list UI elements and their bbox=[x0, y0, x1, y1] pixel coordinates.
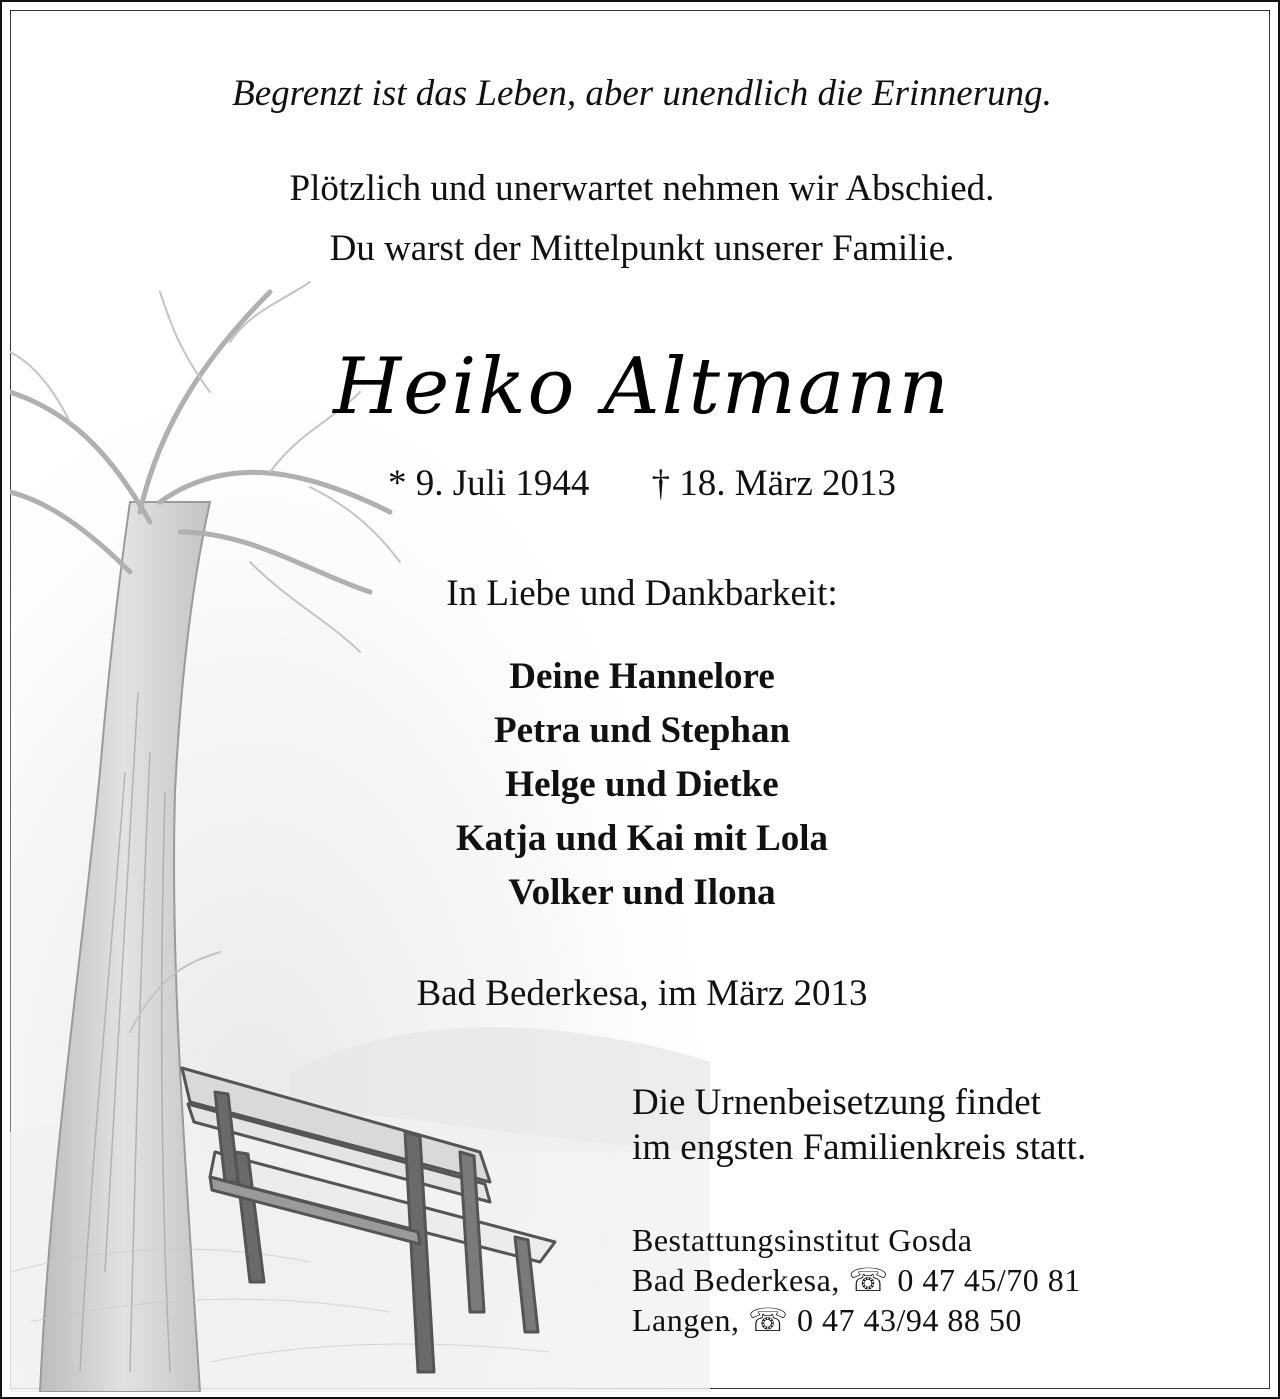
burial-note-line-1: Die Urnenbeisetzung findet bbox=[632, 1082, 1041, 1123]
funeral-home-phone-bad-bederkesa: Bad Bederkesa, ☏ 0 47 45/70 81 bbox=[632, 1262, 1081, 1298]
death-date: † 18. März 2013 bbox=[651, 463, 897, 504]
funeral-home bbox=[632, 1220, 1081, 1340]
mourner: Helge und Dietke bbox=[505, 764, 779, 805]
intro-line-2: Du warst der Mittelpunkt unserer Familie. bbox=[329, 228, 955, 269]
funeral-home-phone-langen: Langen, ☏ 0 47 43/94 88 50 bbox=[632, 1302, 1022, 1338]
burial-note-line-2: im engsten Familienkreis statt. bbox=[632, 1127, 1087, 1168]
deceased-name: Heiko Altmann bbox=[333, 342, 951, 432]
mourner: Katja und Kai mit Lola bbox=[455, 818, 829, 859]
mourner: Deine Hannelore bbox=[509, 656, 775, 697]
mourner: Volker und Ilona bbox=[508, 872, 776, 913]
birth-date: * 9. Juli 1944 bbox=[387, 463, 590, 504]
place-and-date: Bad Bederkesa, im März 2013 bbox=[416, 973, 868, 1014]
thanks-line: In Liebe und Dankbarkeit: bbox=[446, 573, 838, 614]
mourner: Petra und Stephan bbox=[493, 710, 791, 751]
burial-note bbox=[632, 1080, 1086, 1170]
intro-line-1: Plötzlich und unerwartet nehmen wir Abschied. bbox=[289, 168, 995, 209]
life-dates bbox=[2, 462, 1280, 505]
funeral-home-name: Bestattungsinstitut Gosda bbox=[632, 1222, 973, 1258]
mourners-list bbox=[2, 650, 1280, 920]
motto: Begrenzt ist das Leben, aber unendlich die Erinnerung. bbox=[232, 73, 1052, 114]
